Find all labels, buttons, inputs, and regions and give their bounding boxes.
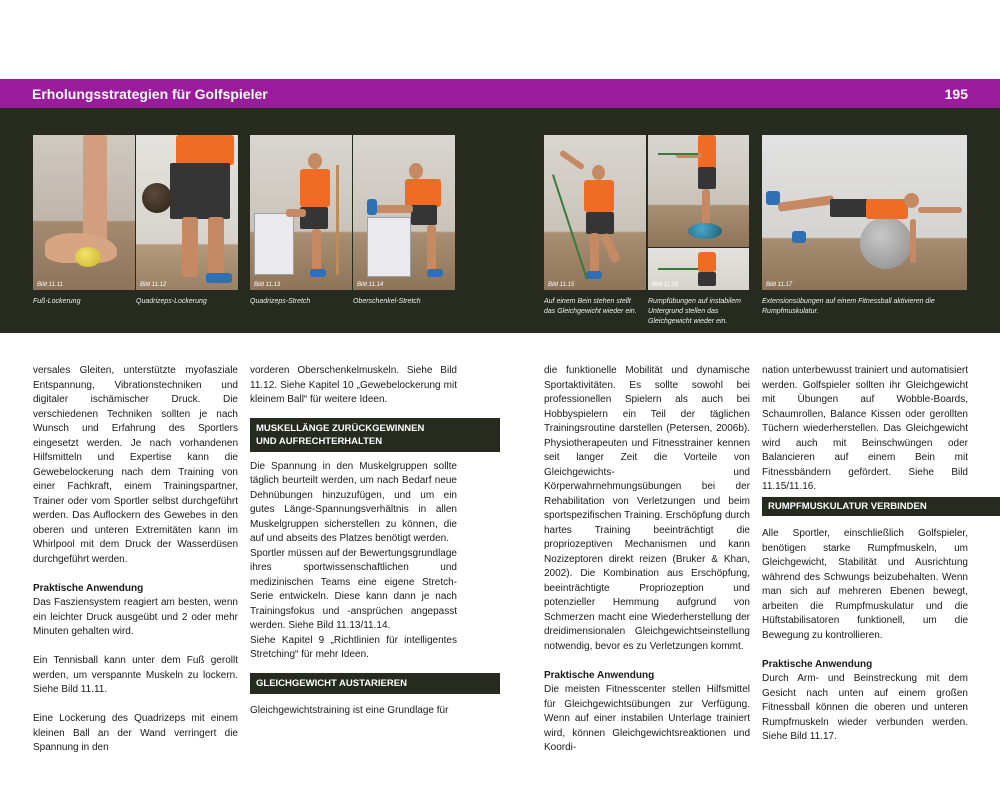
photo-unstable-core-bottom xyxy=(648,248,749,290)
figure-caption: Quadrizeps-Lockerung xyxy=(136,298,207,305)
body-paragraph: Alle Sportler, einschließlich Golfspieler, benötigen starke Rumpfmuskeln, um Gleichgewicht, Stabilität und Ausrichtung während des Schwungs beizubehalten. Wenn man sich auf mehreren Ebenen bewegt, arbeiten die Rumpfmuskulatur und die Hüftstabilisatoren funktionell, um die Bewegung zu kontrollieren. xyxy=(762,528,968,641)
figure-label: Bild 11.11 xyxy=(37,282,63,288)
step-stack-shape xyxy=(367,217,411,277)
shirt-shape xyxy=(698,135,716,169)
photo-quad-stretch xyxy=(250,135,352,290)
photo-single-leg-balance xyxy=(544,135,646,290)
shirt-shape xyxy=(405,179,441,207)
body-paragraph: Sportler müssen auf der Bewertungsgrundlage ihres sportwissenschaftlichen und medizinischen Teams eine eigene Stretch-Serie entwickeln. Diese kann dann je nach Trainingsfokus und -ansprüchen angepasst werden. Siehe Bild 11.13/11.14. xyxy=(250,547,457,631)
text-column-1 xyxy=(33,364,238,756)
figure-label: Bild 11.14 xyxy=(357,282,384,288)
body-paragraph: die funktionelle Mobilität und dynamische Sportaktivitäten. Es sollte sowohl bei professionellen Spielern als auch bei Hobbyspielern ein Teil der täglichen Trainingsroutine darstellen (Petersen, 2006b). Physiotherapeuten und Fitnesstrainer kennen seit langer Zeit die Vorteile von Gleichgewichts- und Körperwahrnehmungsübungen bei der Rehabilitation von Verletzungen und beim sportspezifischen Training. Erschöpfung durch hartes Training beeinträchtigt die propriozeptiven Mechanismen und kann Nozizeptoren direkt reizen (Bruker & Khan, 2002). Die Kombination aus Erschöpfung, beeinträchtigte Propriozeption und potenzieller Hemmung aufgrund von Schmerzen macht eine Wiederherstellung der dreidimensionalen Gleichgewichtseinstellung notwendig, bevor es zu Verletzungen kommt. xyxy=(544,365,750,652)
body-paragraph: Die meisten Fitnesscenter stellen Hilfsmittel für Gleichgewichtsübungen zur Verfügung. Wenn auf einer instabilen Unterlage trainiert wird, können Gleichgewichtsreaktionen und Koordi- xyxy=(544,684,750,753)
band-shape xyxy=(552,174,588,279)
chapter-title: Erholungsstrategien für Golfspieler xyxy=(32,86,268,102)
photo-hamstring-stretch xyxy=(353,135,455,290)
body-paragraph: Eine Lockerung des Quadrizeps mit einem kleinen Ball an der Wand verringert die Spannung in den xyxy=(33,713,238,753)
step-stack-shape xyxy=(254,213,294,275)
head-shape xyxy=(592,165,605,180)
body-paragraph: nation unterbewusst trainiert und automatisiert werden. Golfspieler sollten ihr Gleichgewicht mit Übungen auf Wobble-Boards, Schaumrollen, Balance Kissen oder gerollten Tüchern wiederherstellen. Das Gleichgewicht wird auch mit Beinschwüngen oder Balancieren auf einem Bein mit Fitnessbändern gefördert. Siehe Bild 11.15/11.16. xyxy=(762,365,968,492)
body-paragraph: vorderen Oberschenkelmuskeln. Siehe Bild 11.12. Siehe Kapitel 10 „Gewebelockerung mit kleinem Ball“ für weitere Ideen. xyxy=(250,365,457,405)
figure-caption: Quadrizeps-Stretch xyxy=(250,298,311,305)
photo-unstable-core-top xyxy=(648,135,749,247)
body-paragraph: Durch Arm- und Beinstreckung mit dem Gesicht nach unten auf einem großen Fitnessball können die oberen und unteren Rumpfmuskeln wieder verbunden werden. Siehe Bild 11.17. xyxy=(762,673,968,742)
head-shape xyxy=(409,163,423,179)
ball-shape xyxy=(142,183,172,213)
text-column-2 xyxy=(250,364,500,718)
shorts-shape xyxy=(411,205,437,225)
text-column-3 xyxy=(544,364,750,756)
leg-shape xyxy=(373,205,413,213)
page-number: 195 xyxy=(944,86,968,102)
running-header xyxy=(0,79,1000,108)
leg-shape xyxy=(600,233,621,264)
body-paragraph: Siehe Kapitel 9 „Richtlinien für intelligentes Stretching“ für mehr Ideen. xyxy=(250,634,457,660)
figure-label: Bild 11.16 xyxy=(652,282,679,288)
shoe-shape xyxy=(586,271,602,279)
stick-shape xyxy=(336,165,339,275)
arm-shape xyxy=(559,150,585,171)
tennis-ball-shape xyxy=(75,247,101,267)
figure-caption: Rumpfübungen auf instabilem Untergrund stellen das Gleichgewicht wieder ein. xyxy=(648,298,742,325)
leg-shape xyxy=(590,233,599,273)
leg-shape xyxy=(427,225,436,271)
body-paragraph: Das Fasziensystem reagiert am besten, wenn ein leichter Druck ausgeübt und 2 oder mehr Minuten gehalten wird. xyxy=(33,597,238,637)
leg-shape xyxy=(702,189,710,225)
figure-label: Bild 11.15 xyxy=(548,282,575,288)
body-paragraph: Die Spannung in den Muskelgruppen sollte täglich beurteilt werden, um nach Bedarf neue Dehnübungen hinzuzufügen, und um ein gutes Länge-Spannungsverhältnis in allen Muskelgruppen sicherstellen zu können, die auf und abseits des Platzes benötigt werden. xyxy=(250,460,457,544)
body-paragraph: Ein Tennisball kann unter dem Fuß gerollt werden, um verspannte Muskeln zu lockern. Siehe Bild 11.11. xyxy=(33,655,238,695)
photo-fitness-ball-extension xyxy=(762,135,967,290)
fitness-ball-shape xyxy=(860,217,912,269)
shoe-shape xyxy=(367,199,377,215)
shoe-shape xyxy=(310,269,326,277)
head-shape xyxy=(904,193,919,208)
section-heading: MUSKELLÄNGE ZURÜCKGEWINNEN UND AUFRECHTERHALTEN xyxy=(250,418,500,452)
shorts-shape xyxy=(170,163,230,219)
photo-quad-release xyxy=(136,135,238,290)
leg-shape xyxy=(778,195,835,212)
figure-caption: Auf einem Bein stehen stellt das Gleichgewicht wieder ein. xyxy=(544,298,637,315)
body-paragraph: versales Gleiten, unterstützte myofasziale Entspannung, Vibrationstechniken und digitaler ischämischer Druck. Die verschiedenen Techniken sollten je nach Wunsch und Erfahrung des Sportlers eingesetzt werden. Je nach vorhandenen Hilfsmitteln und Expertise kann die Gewebelockerung nach dem Training von einer Fachkraft, einem Trainingspartner, Trainer oder vom Sportler selbst durchgeführt werden. Das Auflockern des Gewebes in den oberen und unteren Extremitäten kann im Whirlpool mit dem Druck der Wasserdüsen durchgeführt werden. xyxy=(33,365,238,565)
shirt-shape xyxy=(584,180,614,212)
head-shape xyxy=(308,153,322,169)
shoe-shape xyxy=(427,269,443,277)
shorts-shape xyxy=(830,199,868,217)
shorts-shape xyxy=(698,167,716,189)
shirt-shape xyxy=(866,199,908,219)
text-column-4-continued xyxy=(762,527,968,745)
shorts-shape xyxy=(698,272,716,286)
figure-label: Bild 11.12 xyxy=(140,282,167,288)
photo-foot-release xyxy=(33,135,135,290)
leg-shape xyxy=(312,229,321,271)
section-heading: RUMPFMUSKULATUR VERBINDEN xyxy=(762,497,1000,516)
arm-shape xyxy=(918,207,962,213)
shirt-shape xyxy=(300,169,330,207)
arm-shape xyxy=(910,219,916,263)
text-column-4 xyxy=(762,364,968,495)
leg-shape xyxy=(182,217,198,277)
subheading: Praktische Anwendung xyxy=(33,582,144,594)
body-paragraph: Gleichgewichtstraining ist eine Grundlage für xyxy=(250,704,449,716)
shorts-shape xyxy=(586,212,614,234)
shirt-shape xyxy=(176,135,234,165)
shoe-shape xyxy=(792,231,806,243)
shirt-shape xyxy=(698,252,716,272)
figure-label: Bild 11.13 xyxy=(254,282,281,288)
band-shape xyxy=(658,153,698,155)
figure-caption: Oberschenkel-Stretch xyxy=(353,298,421,305)
leg-shape xyxy=(208,217,224,277)
figure-caption: Fuß-Lockerung xyxy=(33,298,81,305)
figure-label: Bild 11.17 xyxy=(766,282,793,288)
balance-board-shape xyxy=(688,223,722,239)
subheading: Praktische Anwendung xyxy=(544,669,655,681)
subheading: Praktische Anwendung xyxy=(762,658,873,670)
figure-caption: Extensionsübungen auf einem Fitnessball aktivieren die Rumpfmuskulatur. xyxy=(762,298,935,315)
band-shape xyxy=(658,268,698,270)
leg-shape xyxy=(286,209,306,217)
section-heading: GLEICHGEWICHT AUSTARIEREN xyxy=(250,673,500,694)
leg-shape xyxy=(83,135,107,245)
shoe-shape xyxy=(206,273,232,283)
